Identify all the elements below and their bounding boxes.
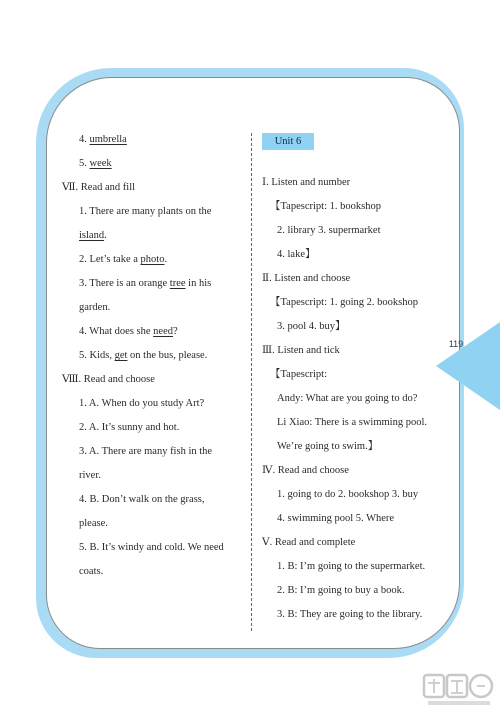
text: 4. What does she [79, 326, 154, 337]
answer-line: 【Tapescript: 1. going 2. bookshop [270, 297, 418, 308]
answer-line [79, 229, 107, 243]
answer-line: 3. A. There are many fish in the [79, 446, 213, 457]
answer-word: tree [169, 278, 186, 289]
column-divider [251, 133, 252, 631]
section-title: Ⅱ. Listen and choose [262, 273, 351, 284]
text: 4. [79, 134, 90, 145]
answer-line: 2. B: I’m going to buy a book. [277, 585, 405, 596]
answer-line [79, 349, 207, 363]
answer-word: get [114, 350, 128, 361]
answer-line: 【Tapescript: 1. bookshop [270, 201, 381, 212]
answer-line: river. [79, 470, 101, 481]
section-title: Ⅷ. Read and choose [62, 374, 155, 385]
answer-line: 【Tapescript: [270, 369, 327, 380]
answer-line: 1. There are many plants on the [79, 206, 212, 217]
answer-word: umbrella [89, 134, 127, 145]
answer-word: week [89, 158, 112, 169]
answer-line: We’re going to swim.】 [277, 441, 379, 452]
answer-line: Andy: What are you going to do? [277, 393, 418, 404]
answer-line [79, 133, 127, 147]
answer-line: 1. going to do 2. bookshop 3. buy [277, 489, 419, 500]
watermark-logo [422, 671, 496, 709]
page-number: 119 [448, 339, 464, 349]
answer-line [79, 253, 167, 267]
page-tab [436, 322, 500, 410]
section-title: Ⅴ. Read and complete [262, 537, 356, 548]
answer-word: photo [140, 254, 165, 265]
answer-line: please. [79, 518, 108, 529]
answer-line: 1. B: I’m going to the supermarket. [277, 561, 426, 572]
answer-word: island [79, 230, 105, 241]
section-title: Ⅳ. Read and choose [262, 465, 349, 476]
answer-line: Li Xiao: There is a swimming pool. [277, 417, 427, 428]
text: in his [185, 278, 212, 289]
answer-line: 4. lake】 [277, 249, 316, 260]
answer-line [79, 277, 211, 291]
answer-line: 2. A. It’s sunny and hot. [79, 422, 180, 433]
text: . [104, 230, 107, 241]
answer-line: coats. [79, 566, 104, 577]
section-title: Ⅲ. Listen and tick [262, 345, 340, 356]
answer-line [79, 157, 112, 171]
text: 2. Let’s take a [79, 254, 141, 265]
answer-word: need [153, 326, 173, 337]
text: 5. [79, 158, 90, 169]
answer-line: 2. library 3. supermarket [277, 225, 381, 236]
section-title: Ⅶ. Read and fill [62, 182, 136, 193]
text: on the bus, please. [127, 350, 208, 361]
text: . [164, 254, 168, 265]
answer-line: 3. B: They are going to the library. [277, 609, 423, 620]
section-title: Ⅰ. Listen and number [262, 177, 351, 188]
text: ? [173, 326, 178, 337]
answer-line [79, 325, 178, 339]
text: 5. Kids, [79, 350, 115, 361]
answer-line: garden. [79, 302, 111, 313]
answer-line: 3. pool 4. buy】 [277, 321, 346, 332]
answer-line: 4. B. Don’t walk on the grass, [79, 494, 205, 505]
answer-line: 1. A. When do you study Art? [79, 398, 205, 409]
answer-line: 4. swimming pool 5. Where [277, 513, 395, 524]
text: 3. There is an orange [79, 278, 170, 289]
answer-line: 5. B. It’s windy and cold. We need [79, 542, 224, 553]
unit-badge: Unit 6 [262, 133, 314, 150]
